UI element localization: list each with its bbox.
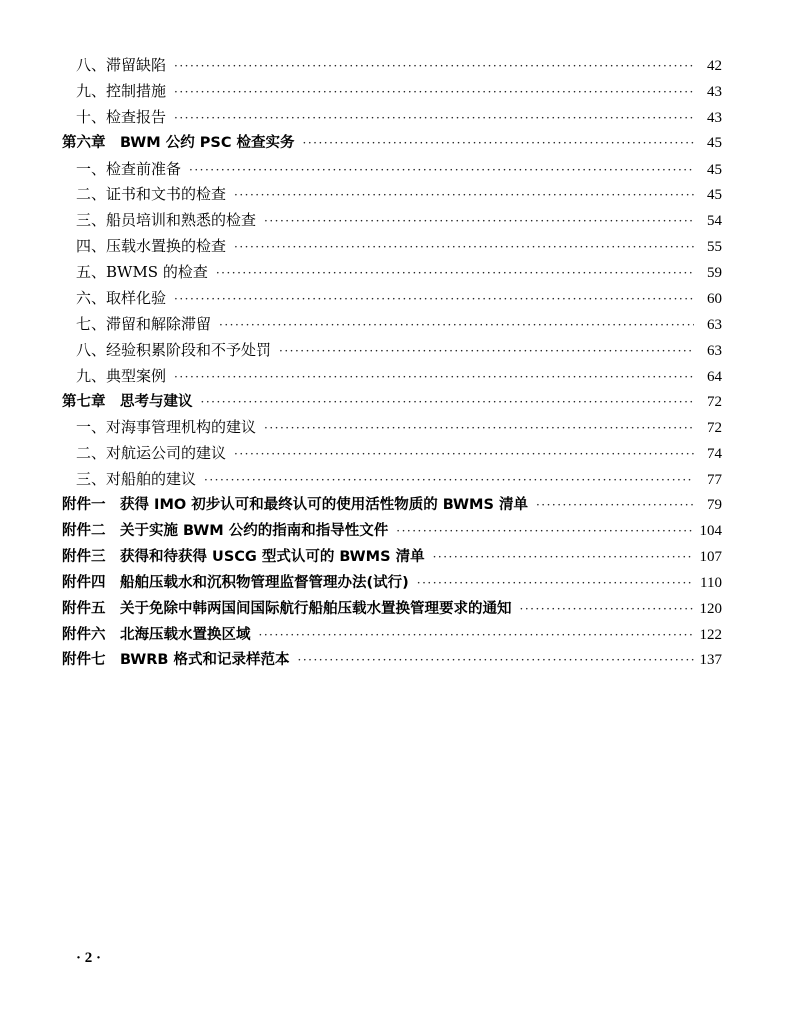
toc-section-row [62, 338, 722, 364]
toc-entry-title: 三、船员培训和熟悉的检查 [76, 211, 257, 230]
toc-entry-page: 43 [707, 109, 722, 126]
toc-entry-title: 四、压载水置换的检查 [76, 237, 227, 256]
toc-entry-page: 72 [707, 420, 722, 437]
toc-section-row [62, 286, 722, 312]
toc-entry-title: 九、典型案例 [76, 366, 167, 385]
toc-section-row [62, 441, 722, 467]
toc-entry-page: 42 [707, 58, 722, 74]
toc-section-row [62, 467, 722, 493]
toc-entry-page: 45 [707, 161, 722, 178]
toc-dot-leader [219, 313, 694, 339]
toc-entry-title: 五、BWMS 的检查 [76, 263, 208, 282]
toc-entry-title: 八、经验积累阶段和不予处罚 [76, 340, 272, 359]
toc-entry-page: 120 [699, 600, 722, 617]
toc-entry-page: 43 [707, 83, 722, 100]
toc-entry-title: 二、对航运公司的建议 [76, 444, 227, 463]
toc-entry-page: 64 [707, 368, 722, 385]
toc-entry-title: 九、控制措施 [76, 81, 167, 100]
toc-entry-page: 63 [707, 342, 722, 359]
toc-entry-title: 附件四 船舶压载水和沉积物管理监督管理办法(试行) [62, 574, 409, 591]
toc-dot-leader [234, 235, 694, 261]
toc-entry-page: 54 [707, 213, 722, 230]
toc-entry-page: 104 [699, 523, 722, 540]
toc-entry-title: 二、证书和文书的检查 [76, 185, 227, 204]
toc-entry-page: 122 [699, 626, 722, 643]
toc-entry-page: 63 [707, 316, 722, 333]
toc-entry-title: 附件一 获得 IMO 初步认可和最终认可的使用活性物质的 BWMS 清单 [62, 497, 528, 514]
toc-dot-leader [174, 365, 694, 391]
toc-dot-leader [298, 648, 694, 674]
toc-dot-leader [536, 493, 694, 519]
toc-dot-leader [396, 519, 694, 545]
toc-dot-leader [189, 158, 694, 184]
toc-dot-leader [279, 339, 694, 365]
toc-entry-page: 55 [707, 239, 722, 256]
page-number: · 2 · [76, 950, 102, 966]
toc-section-row [62, 208, 722, 234]
toc-dot-leader [174, 54, 694, 80]
toc-dot-leader [259, 623, 695, 649]
toc-entry-title: 附件三 获得和待获得 USCG 型式认可的 BWMS 清单 [62, 548, 425, 565]
toc-entry-page: 45 [707, 134, 722, 151]
toc-entry-page: 110 [700, 574, 722, 591]
toc-chapter-row [62, 493, 722, 519]
toc-entry-page: 60 [707, 291, 722, 308]
toc-chapter-row [62, 545, 722, 571]
toc-section-row [62, 312, 722, 338]
toc-entry-title: 六、取样化验 [76, 289, 167, 308]
toc-entry-page: 77 [707, 472, 722, 489]
toc-entry-page: 79 [707, 497, 722, 514]
toc-section-row [62, 105, 722, 131]
toc-entry-title: 附件六 北海压载水置换区域 [62, 626, 251, 643]
toc-entry-page: 137 [699, 652, 722, 669]
toc-dot-leader [303, 131, 694, 157]
toc-dot-leader [204, 468, 694, 494]
toc-entry-title: 十、检查报告 [76, 107, 167, 126]
toc-section-row [62, 415, 722, 441]
toc-entry-title: 一、检查前准备 [76, 159, 182, 178]
toc-chapter-row [62, 131, 722, 157]
toc-entry-title: 七、滞留和解除滞留 [76, 314, 212, 333]
toc-section-row [62, 260, 722, 286]
toc-dot-leader [174, 287, 694, 313]
toc-entry-title: 附件七 BWRB 格式和记录样范本 [62, 652, 290, 669]
toc-entry-title: 八、滞留缺陷 [76, 56, 167, 74]
toc-dot-leader [216, 261, 694, 287]
toc-entry-title: 附件二 关于实施 BWM 公约的指南和指导性文件 [62, 523, 389, 540]
toc-section-row [62, 53, 722, 79]
toc-entry-page: 72 [707, 393, 722, 410]
toc-dot-leader [520, 597, 695, 623]
toc-section-row [62, 79, 722, 105]
toc-section-row [62, 234, 722, 260]
toc-entry-title: 一、对海事管理机构的建议 [76, 418, 257, 437]
toc-chapter-row [62, 571, 722, 597]
toc-dot-leader [264, 209, 694, 235]
toc-entry-page: 107 [699, 548, 722, 565]
toc-dot-leader [174, 106, 694, 132]
toc-chapter-row [62, 597, 722, 623]
toc-entry-title: 附件五 关于免除中韩两国间国际航行船舶压载水置换管理要求的通知 [62, 600, 512, 617]
toc-chapter-row [62, 519, 722, 545]
toc-chapter-row [62, 623, 722, 649]
toc-section-row [62, 364, 722, 390]
toc-dot-leader [174, 80, 694, 106]
table-of-contents [62, 53, 722, 674]
toc-dot-leader [417, 571, 694, 597]
toc-section-row [62, 182, 722, 208]
toc-section-row [62, 157, 722, 183]
toc-dot-leader [201, 390, 695, 416]
toc-entry-page: 59 [707, 265, 722, 282]
toc-entry-title: 三、对船舶的建议 [76, 470, 197, 489]
toc-chapter-row [62, 390, 722, 416]
toc-dot-leader [264, 416, 694, 442]
toc-entry-page: 45 [707, 187, 722, 204]
toc-dot-leader [433, 545, 694, 571]
toc-dot-leader [234, 442, 694, 468]
toc-dot-leader [234, 183, 694, 209]
toc-entry-page: 74 [707, 446, 722, 463]
toc-entry-title: 第六章 BWM 公约 PSC 检查实务 [62, 134, 295, 151]
toc-entry-title: 第七章 思考与建议 [62, 393, 193, 410]
toc-chapter-row [62, 648, 722, 674]
